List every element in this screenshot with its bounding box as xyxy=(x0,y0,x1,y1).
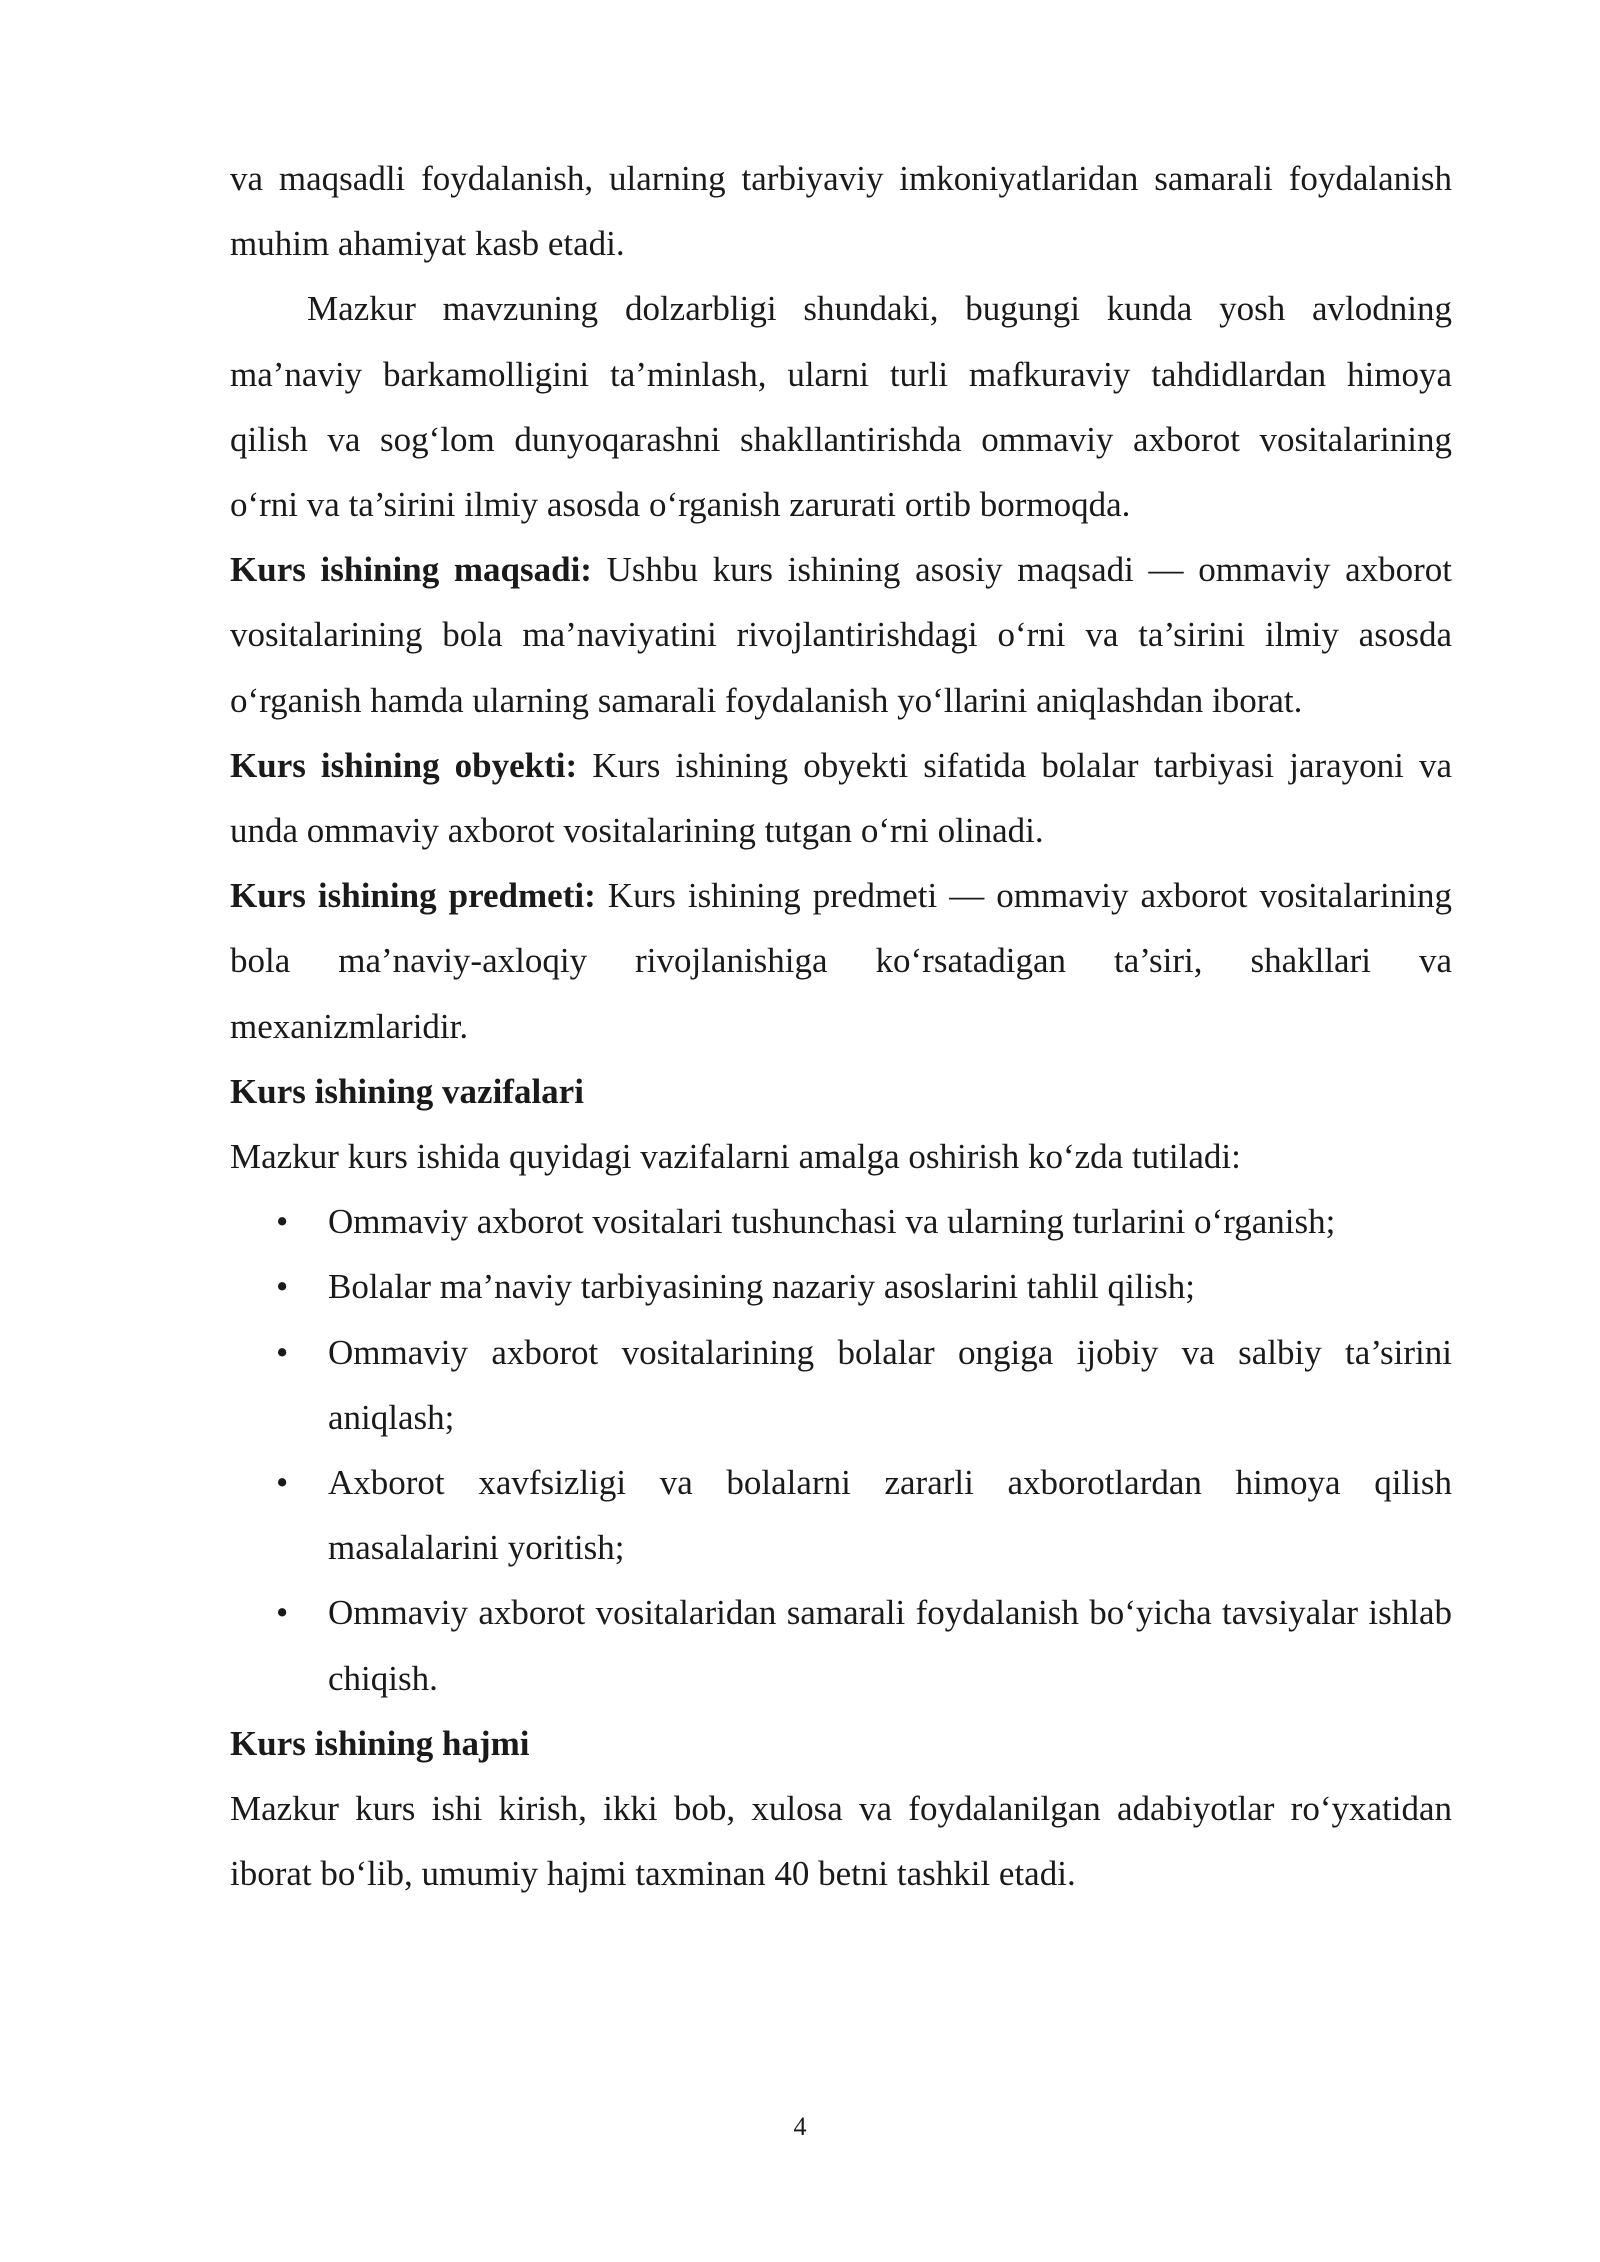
bullet-icon: • xyxy=(276,1463,289,1503)
list-item-text: Ommaviy axborot vositalarining bolalar ongiga ijobiy va salbiy ta’sirini aniqlash; xyxy=(328,1332,1452,1437)
volume-heading: Kurs ishining hajmi xyxy=(230,1723,530,1763)
bullet-icon: • xyxy=(276,1267,289,1307)
object-text: Kurs ishining obyekti sifatida bolalar tarbiyasi jarayoni va unda ommaviy axborot vositalarining tutgan o‘rni olinadi. xyxy=(230,745,1452,851)
subject-label: Kurs ishining predmeti: xyxy=(230,876,596,916)
paragraph-goal xyxy=(230,537,1452,733)
bullet-icon: • xyxy=(276,1593,289,1633)
paragraph-object xyxy=(230,733,1452,863)
tasks-intro: Mazkur kurs ishida quyidagi vazifalarni amalga oshirish ko‘zda tutiladi: xyxy=(230,1137,1241,1177)
list-item-text: Bolalar ma’naviy tarbiyasining nazariy asoslarini tahlil qilish; xyxy=(328,1267,1196,1307)
object-label: Kurs ishining obyekti: xyxy=(230,745,578,785)
tasks-heading: Kurs ishining vazifalari xyxy=(230,1071,584,1111)
tasks-list xyxy=(230,1189,1452,1711)
goal-text: Ushbu kurs ishining asosiy maqsadi — ommaviy axborot vositalarining bola ma’naviyatini rivojlantirishdagi o‘rni va ta’sirini ilmiy asosda o‘rganish hamda ularning samarali foydalanish yo‘llarini aniqlashdan iborat. xyxy=(230,550,1452,720)
list-item xyxy=(230,1189,1452,1254)
page-number: 4 xyxy=(793,2112,807,2141)
list-item xyxy=(230,1254,1452,1319)
paragraph-volume: Mazkur kurs ishi kirish, ikki bob, xulosa va foydalanilgan adabiyotlar ro‘yxatidan iborat bo‘lib, umumiy hajmi taxminan 40 betni tashkil etadi. xyxy=(230,1789,1452,1894)
subject-text: Kurs ishining predmeti — ommaviy axborot vositalarining bola ma’naviy-axloqiy rivojlanishiga ko‘rsatadigan ta’siri, shakllari va mexanizmlaridir. xyxy=(230,876,1452,1046)
list-item xyxy=(230,1320,1452,1450)
list-item xyxy=(230,1450,1452,1580)
bullet-icon: • xyxy=(276,1332,289,1372)
paragraph-relevance: Mazkur mavzuning dolzarbligi shundaki, bugungi kunda yosh avlodning ma’naviy barkamolligini ta’minlash, ularni turli mafkuraviy tahdidlardan himoya qilish va sog‘lom dunyoqarashni shakllantirishda ommaviy axborot vositalarining o‘rni va ta’sirini ilmiy asosda o‘rganish zarurati ortib bormoqda. xyxy=(230,289,1452,525)
goal-label: Kurs ishining maqsadi: xyxy=(230,550,592,590)
paragraph-intro-continuation: va maqsadli foydalanish, ularning tarbiyaviy imkoniyatlaridan samarali foydalanish muhim ahamiyat kasb etadi. xyxy=(230,159,1452,264)
list-item-text: Ommaviy axborot vositalaridan samarali foydalanish bo‘yicha tavsiyalar ishlab chiqish. xyxy=(328,1593,1452,1698)
list-item-text: Axborot xavfsizligi va bolalarni zararli axborotlardan himoya qilish masalalarini yoritish; xyxy=(328,1463,1452,1568)
bullet-icon: • xyxy=(276,1202,289,1242)
list-item xyxy=(230,1580,1452,1710)
list-item-text: Ommaviy axborot vositalari tushunchasi va ularning turlarini o‘rganish; xyxy=(328,1202,1336,1242)
paragraph-subject xyxy=(230,863,1452,1059)
document-page xyxy=(230,146,1452,1906)
